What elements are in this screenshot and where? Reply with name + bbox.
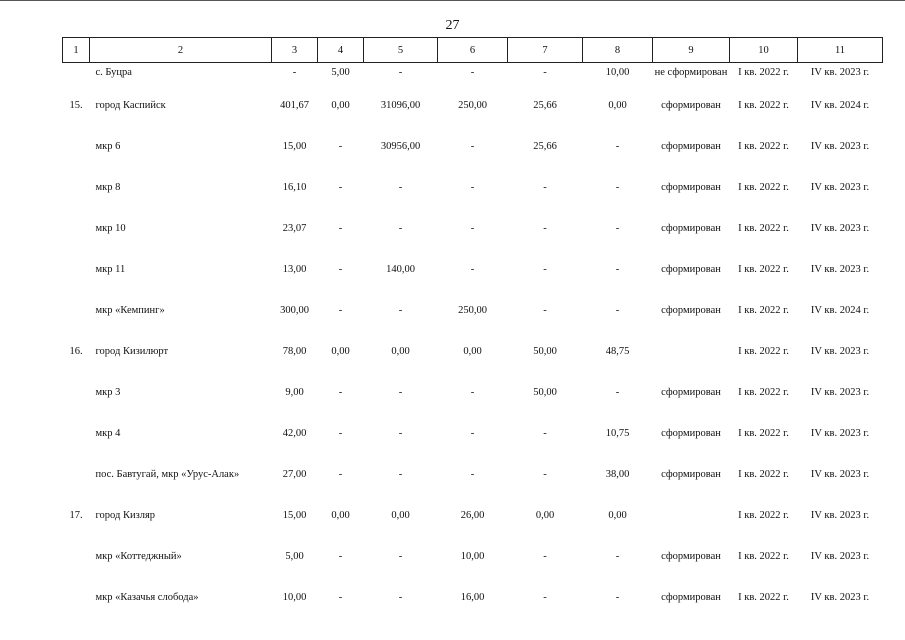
page-number: 27: [445, 18, 460, 33]
end-quarter: IV кв. 2023 г.: [810, 387, 870, 398]
col-4-value: -: [338, 141, 343, 152]
locality-name: мкр 4: [95, 428, 121, 439]
col-7-value: -: [543, 223, 547, 234]
table-row: [63, 423, 883, 464]
row-number: [63, 423, 90, 464]
end-quarter: IV кв. 2023 г.: [810, 592, 870, 603]
col-8-value: 38,00: [605, 469, 630, 480]
end-quarter: IV кв. 2023 г.: [810, 551, 870, 562]
row-number: [63, 177, 90, 218]
col-3-value: 9,00: [285, 387, 304, 398]
col-5-value: -: [398, 551, 403, 562]
locality-name: мкр 10: [95, 223, 126, 234]
column-header-1: 1: [63, 38, 90, 63]
col-8-value: 0,00: [608, 100, 627, 111]
status-cell: не сформирован: [654, 67, 728, 78]
col-3-value: -: [292, 67, 297, 78]
col-8-value: -: [615, 592, 620, 603]
col-3-value: 10,00: [282, 592, 307, 603]
start-quarter: I кв. 2022 г.: [738, 387, 789, 398]
status-cell: сформирован: [661, 387, 721, 398]
status-cell: сформирован: [661, 182, 721, 193]
end-quarter: IV кв. 2023 г.: [810, 264, 870, 275]
start-quarter: I кв. 2022 г.: [738, 223, 789, 234]
row-number: 17.: [69, 510, 83, 521]
end-quarter: IV кв. 2023 г.: [810, 182, 870, 193]
col-8-value: -: [615, 551, 620, 562]
table-row: [63, 464, 883, 505]
col-4-value: 5,00: [331, 67, 350, 78]
col-6-value: -: [470, 469, 475, 480]
status-cell: сформирован: [661, 469, 721, 480]
col-4-value: -: [338, 223, 343, 234]
data-table: [62, 37, 883, 628]
locality-name: мкр «Коттеджный»: [95, 551, 182, 562]
status-cell: сформирован: [661, 141, 721, 152]
col-7-value: -: [543, 305, 547, 316]
column-header-4: 4: [318, 38, 364, 63]
col-6-value: -: [470, 67, 475, 78]
status-cell: сформирован: [661, 100, 721, 111]
table-row: [63, 382, 883, 423]
row-number: [63, 464, 90, 505]
col-7-value: -: [543, 428, 547, 439]
col-8-value: -: [615, 305, 620, 316]
end-quarter: IV кв. 2024 г.: [810, 100, 870, 111]
col-5-value: 0,00: [391, 346, 410, 357]
column-header-9: 9: [653, 38, 730, 63]
col-3-value: 27,00: [282, 469, 307, 480]
col-6-value: -: [470, 141, 475, 152]
status-cell: сформирован: [661, 305, 721, 316]
locality-name: город Кизляр: [95, 510, 156, 521]
col-5-value: -: [398, 592, 403, 603]
col-3-value: 300,00: [280, 305, 309, 316]
col-7-value: -: [543, 182, 547, 193]
locality-name: мкр 3: [95, 387, 121, 398]
table-row: [63, 177, 883, 218]
col-4-value: -: [338, 264, 343, 275]
end-quarter: IV кв. 2023 г.: [810, 510, 870, 521]
locality-name: мкр «Кемпинг»: [95, 305, 165, 316]
table-row: [63, 300, 883, 341]
start-quarter: I кв. 2022 г.: [738, 182, 789, 193]
col-6-value: -: [470, 182, 475, 193]
column-header-6: 6: [438, 38, 508, 63]
end-quarter: IV кв. 2023 г.: [810, 141, 870, 152]
column-header-5: 5: [364, 38, 438, 63]
start-quarter: I кв. 2022 г.: [738, 346, 789, 357]
end-quarter: IV кв. 2023 г.: [810, 67, 870, 78]
row-number: 15.: [69, 100, 83, 111]
col-4-value: -: [338, 592, 343, 603]
end-quarter: IV кв. 2023 г.: [810, 428, 870, 439]
col-6-value: 250,00: [458, 100, 487, 111]
col-7-value: -: [543, 469, 547, 480]
table-row: [63, 63, 883, 96]
col-5-value: -: [398, 305, 403, 316]
col-5-value: 31096,00: [380, 100, 421, 111]
col-5-value: -: [398, 387, 403, 398]
end-quarter: IV кв. 2023 г.: [810, 223, 870, 234]
col-3-value: 5,00: [285, 551, 304, 562]
locality-name: пос. Бавтугай, мкр «Урус-Алак»: [95, 469, 240, 480]
col-6-value: 10,00: [460, 551, 485, 562]
col-5-value: -: [398, 469, 403, 480]
end-quarter: IV кв. 2023 г.: [810, 469, 870, 480]
col-7-value: 25,66: [533, 100, 557, 111]
table-row: [63, 546, 883, 587]
column-header-7: 7: [508, 38, 583, 63]
table-row: [63, 259, 883, 300]
locality-name: мкр 11: [95, 264, 126, 275]
col-3-value: 23,07: [282, 223, 307, 234]
col-5-value: -: [398, 428, 403, 439]
start-quarter: I кв. 2022 г.: [738, 551, 789, 562]
col-7-value: -: [543, 264, 547, 275]
col-4-value: -: [338, 305, 343, 316]
col-5-value: -: [398, 223, 403, 234]
row-number: [63, 218, 90, 259]
table-row: [63, 136, 883, 177]
row-number: [63, 259, 90, 300]
col-6-value: 26,00: [460, 510, 485, 521]
col-8-value: 10,75: [605, 428, 630, 439]
col-3-value: 15,00: [282, 510, 307, 521]
col-8-value: -: [615, 387, 620, 398]
table-body: [63, 63, 883, 629]
col-5-value: 30956,00: [380, 141, 421, 152]
table-row: [63, 218, 883, 259]
status-cell: [653, 505, 730, 546]
row-number: [63, 587, 90, 628]
start-quarter: I кв. 2022 г.: [738, 100, 789, 111]
col-6-value: 0,00: [463, 346, 482, 357]
col-7-value: 0,00: [535, 510, 555, 521]
col-4-value: -: [338, 469, 343, 480]
col-5-value: -: [398, 67, 403, 78]
col-3-value: 13,00: [282, 264, 307, 275]
col-3-value: 42,00: [282, 428, 307, 439]
start-quarter: I кв. 2022 г.: [738, 428, 789, 439]
locality-name: мкр 8: [95, 182, 121, 193]
table-row: [63, 505, 883, 546]
col-6-value: -: [470, 264, 475, 275]
col-3-value: 16,10: [282, 182, 307, 193]
status-cell: сформирован: [661, 223, 721, 234]
header-row: [63, 38, 883, 63]
start-quarter: I кв. 2022 г.: [738, 469, 789, 480]
col-4-value: 0,00: [331, 510, 350, 521]
row-number: [63, 300, 90, 341]
col-7-value: -: [543, 551, 547, 562]
row-number: [63, 546, 90, 587]
col-8-value: 10,00: [605, 67, 630, 78]
end-quarter: IV кв. 2023 г.: [810, 346, 870, 357]
col-7-value: -: [543, 592, 547, 603]
start-quarter: I кв. 2022 г.: [738, 264, 789, 275]
col-8-value: 48,75: [605, 346, 630, 357]
status-cell: сформирован: [661, 551, 721, 562]
col-7-value: -: [543, 67, 547, 78]
col-5-value: 0,00: [391, 510, 410, 521]
col-6-value: -: [470, 223, 475, 234]
col-4-value: -: [338, 387, 343, 398]
column-header-2: 2: [90, 38, 272, 63]
col-6-value: -: [470, 428, 475, 439]
locality-name: с. Буцра: [95, 67, 132, 78]
table-row: [63, 587, 883, 628]
col-4-value: -: [338, 182, 343, 193]
locality-name: город Каспийск: [95, 100, 166, 111]
row-number: [63, 136, 90, 177]
col-5-value: -: [398, 182, 403, 193]
status-cell: сформирован: [661, 264, 721, 275]
start-quarter: I кв. 2022 г.: [738, 305, 789, 316]
col-7-value: 25,66: [533, 141, 557, 152]
col-4-value: -: [338, 551, 343, 562]
table-row: [63, 95, 883, 136]
column-header-8: 8: [583, 38, 653, 63]
row-number: [63, 382, 90, 423]
start-quarter: I кв. 2022 г.: [738, 141, 789, 152]
col-7-value: 50,00: [533, 346, 557, 357]
table-row: [63, 341, 883, 382]
col-3-value: 15,00: [282, 141, 307, 152]
col-3-value: 401,67: [280, 100, 309, 111]
row-number: 16.: [69, 346, 83, 357]
status-cell: [653, 341, 730, 382]
locality-name: мкр 6: [95, 141, 121, 152]
status-cell: сформирован: [661, 428, 721, 439]
locality-name: мкр «Казачья слобода»: [95, 592, 199, 603]
row-number: [63, 63, 90, 96]
table-header: [63, 38, 883, 63]
col-3-value: 78,00: [282, 346, 307, 357]
start-quarter: I кв. 2022 г.: [738, 592, 789, 603]
col-4-value: 0,00: [331, 346, 350, 357]
col-6-value: 250,00: [458, 305, 487, 316]
column-header-10: 10: [730, 38, 798, 63]
end-quarter: IV кв. 2024 г.: [810, 305, 870, 316]
col-8-value: -: [615, 264, 620, 275]
col-7-value: 50,00: [533, 387, 557, 398]
col-8-value: -: [615, 141, 620, 152]
col-6-value: -: [470, 387, 475, 398]
column-header-11: 11: [798, 38, 883, 63]
start-quarter: I кв. 2022 г.: [738, 67, 789, 78]
col-8-value: -: [615, 223, 620, 234]
col-4-value: 0,00: [331, 100, 350, 111]
col-8-value: -: [615, 182, 620, 193]
col-6-value: 16,00: [460, 592, 485, 603]
col-4-value: -: [338, 428, 343, 439]
col-5-value: 140,00: [386, 264, 415, 275]
column-header-3: 3: [272, 38, 318, 63]
start-quarter: I кв. 2022 г.: [738, 510, 789, 521]
locality-name: город Кизилюрт: [95, 346, 169, 357]
col-8-value: 0,00: [608, 510, 627, 521]
status-cell: сформирован: [661, 592, 721, 603]
top-rule: [0, 0, 905, 1]
